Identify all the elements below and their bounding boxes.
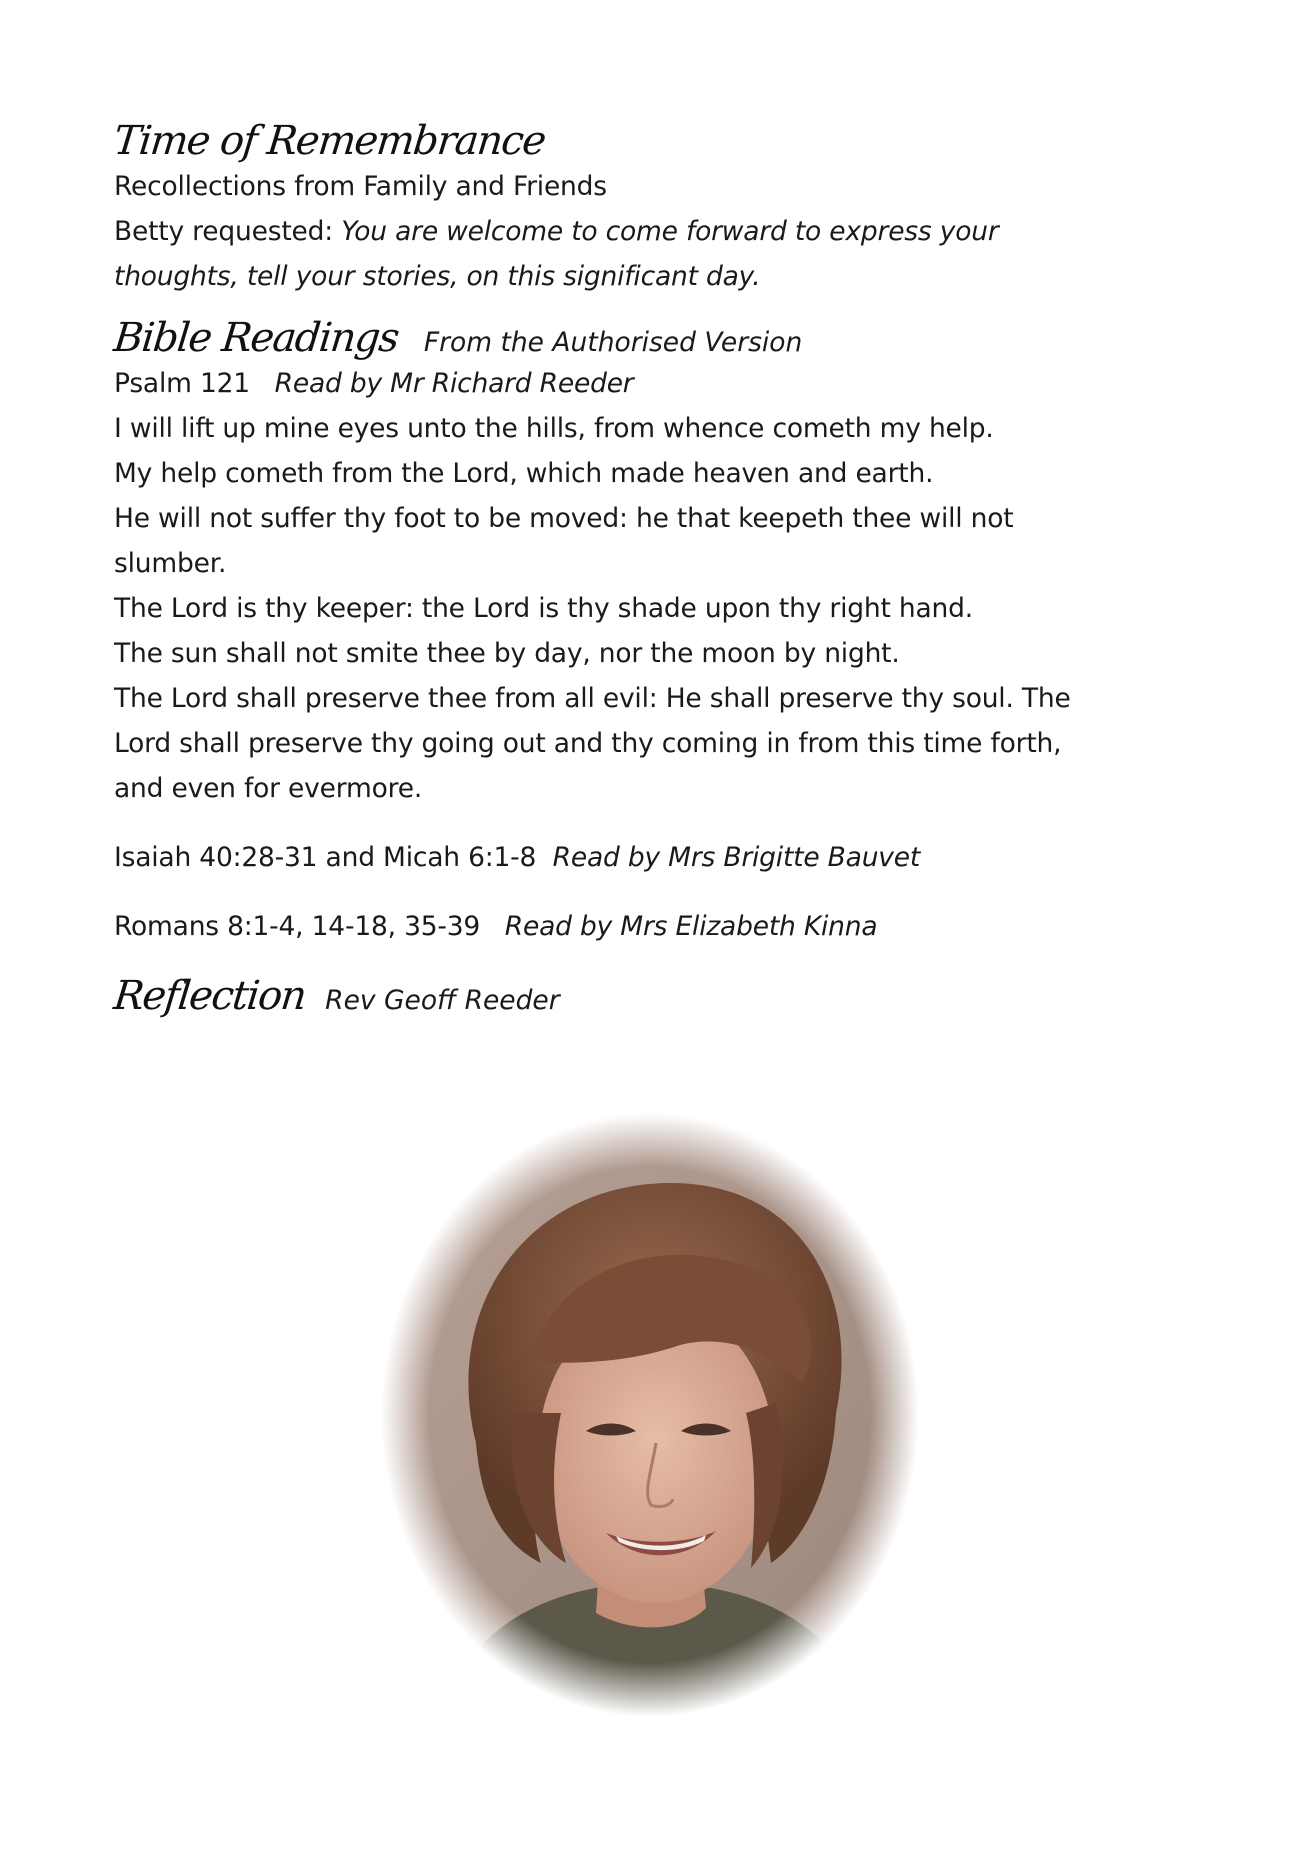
remembrance-heading: Time of Remembrance <box>111 118 548 164</box>
reflection-speaker: Rev Geoff Reeder <box>325 985 560 1016</box>
reflection-heading-row <box>111 973 1194 1019</box>
psalm-verse-line: slumber. <box>114 548 227 579</box>
remembrance-section <box>111 118 1194 164</box>
isaiah-micah-reading-line <box>114 835 1194 880</box>
isaiah-micah-reader: Read by Mrs Brigitte Bauvet <box>552 842 921 873</box>
psalm-ref: Psalm 121 <box>114 368 250 399</box>
bible-version: From the Authorised Version <box>423 327 803 358</box>
romans-ref: Romans 8:1-4, 14-18, 35-39 <box>114 911 481 942</box>
psalm-verse-line: Lord shall preserve thy going out and thy coming in from this time forth, <box>114 728 1062 759</box>
psalm-verse-line: and even for evermore. <box>114 773 423 804</box>
reflection-heading: Reflection <box>111 973 308 1019</box>
psalm-verse-line: I will lift up mine eyes unto the hills, from whence cometh my help. <box>114 413 994 444</box>
request-text-continued: thoughts, tell your stories, on this significant day. <box>114 261 761 292</box>
psalm-verse-line: The sun shall not smite thee by day, nor the moon by night. <box>114 638 900 669</box>
recollections-line: Recollections from Family and Friends <box>114 171 607 202</box>
psalm-verse-line: My help cometh from the Lord, which made heaven and earth. <box>114 458 934 489</box>
psalm-verse-line: The Lord shall preserve thee from all evil: He shall preserve thy soul. The <box>114 683 1071 714</box>
romans-reading-line <box>114 904 1194 949</box>
request-label: Betty requested: <box>114 216 342 247</box>
betty-request-line <box>114 209 1194 254</box>
isaiah-micah-ref: Isaiah 40:28-31 and Micah 6:1-8 <box>114 842 537 873</box>
request-text: You are welcome to come forward to express your <box>341 216 999 247</box>
portrait-photo <box>381 1113 919 1717</box>
order-of-service-page <box>111 118 1194 1019</box>
psalm-verse-line: He will not suffer thy foot to be moved: he that keepeth thee will not <box>114 503 1014 534</box>
psalm-reading-line <box>114 361 1194 406</box>
bible-readings-heading: Bible Readings <box>111 315 401 361</box>
psalm-reader: Read by Mr Richard Reeder <box>274 368 634 399</box>
romans-reader: Read by Mrs Elizabeth Kinna <box>504 911 878 942</box>
psalm-verse-line: The Lord is thy keeper: the Lord is thy shade upon thy right hand. <box>114 593 973 624</box>
bible-readings-heading-row <box>111 315 1194 361</box>
